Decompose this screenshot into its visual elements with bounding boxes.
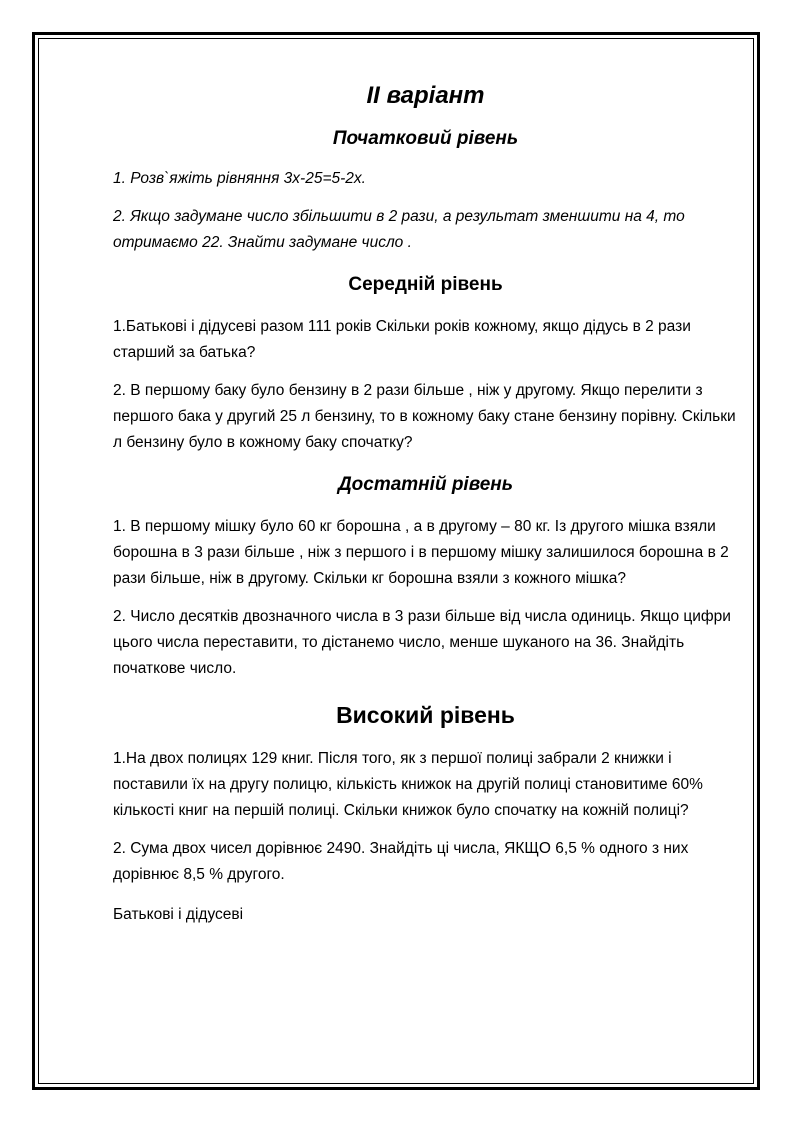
middle-task-2: 2. В першому баку було бензину в 2 рази більше , ніж у другому. Якщо перелити з першого бака у другий 25 л бензину, то в кожному баку стане бензину порівну. Скільки л бензину було в кожному баку спочатку?	[113, 382, 736, 451]
variant-title: ІІ варіант	[366, 82, 485, 109]
initial-task-1: 1. Розв`яжіть рівняння 3x-25=5-2x.	[113, 170, 366, 187]
heading-sufficient-level: Достатній рівень	[337, 474, 514, 495]
heading-middle-level: Середній рівень	[348, 274, 503, 295]
worksheet-content	[113, 76, 738, 928]
sufficient-task-2: 2. Число десятків двозначного числа в 3 рази більше від числа одиниць. Якщо цифри цього числа переставити, то дістанемо число, менше шуканого на 36. Знайдіть початкове число.	[113, 608, 731, 677]
sufficient-task-1: 1. В першому мішку було 60 кг борошна , а в другому – 80 кг. Із другого мішка взяли борошна в 3 рази більше , ніж з першого і в першому мішку залишилося борошна в 2 рази більше, ніж в другому. Скільки кг борошна взяли з кожного мішка?	[113, 518, 729, 587]
trailing-note: Батькові і дідусеві	[113, 906, 244, 923]
heading-initial-level: Початковий рівень	[332, 128, 519, 149]
high-task-2: 2. Сума двох чисел дорівнює 2490. Знайдіть ці числа, ЯКЩО 6,5 % одного з них дорівнює 8,5 % другого.	[113, 840, 689, 883]
high-task-1: 1.На двох полицях 129 книг. Після того, як з першої полиці забрали 2 книжки і поставили їх на другу полицю, кількість книжок на другій полиці становитиме 60% кількості книг на першій полиці. Скільки книжок було спочатку на кожній полиці?	[113, 750, 703, 819]
middle-task-1: 1.Батькові і дідусеві разом 111 років Скільки років кожному, якщо дідусь в 2 рази старший за батька?	[113, 318, 691, 361]
heading-high-level: Високий рівень	[336, 702, 515, 728]
initial-task-2: 2. Якщо задумане число збільшити в 2 рази, а результат зменшити на 4, то отримаємо 22. Знайти задумане число .	[113, 208, 685, 251]
